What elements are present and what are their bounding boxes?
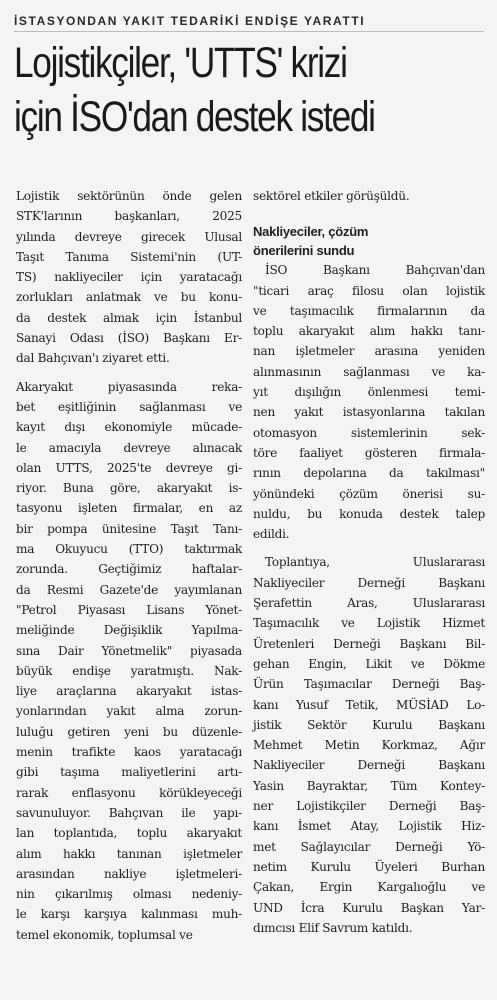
text-line: menin trafikte kaos yaratacağı bbox=[16, 745, 242, 760]
paragraph bbox=[16, 377, 242, 945]
text-line: Mehmet Metin Korkmaz, Ağır bbox=[253, 738, 485, 753]
text-line: Nakliyeciler, çözüm bbox=[253, 224, 369, 240]
text-line: Toplantıya, Uluslararası bbox=[265, 555, 485, 570]
article-headline bbox=[14, 36, 490, 144]
text-line: "ticari araç filosu olan lojistik bbox=[253, 283, 485, 298]
article-kicker: İSTASYONDAN YAKIT TEDARİKİ ENDİŞE YARATTI bbox=[14, 14, 484, 32]
text-line: Taşımacılık ve Lojistik Hizmet bbox=[253, 616, 485, 631]
text-line: Nakliyeciler Derneği Başkanı bbox=[253, 575, 485, 590]
text-line: bet eşitliğinin sağlanması ve bbox=[16, 399, 242, 414]
text-line: zorunda. Geçtiğimiz haftalar- bbox=[16, 562, 242, 577]
text-line: rarak enflasyonu körükleyeceği bbox=[16, 785, 242, 800]
section-subheading bbox=[253, 222, 485, 260]
text-line: yönündeki çözüm önerisi su- bbox=[253, 486, 485, 501]
text-line: rının depolarına da takılması" bbox=[253, 466, 485, 481]
text-line: zorlukları anlatmak ve bu konu- bbox=[16, 290, 242, 305]
text-line: toplu akaryakıt alım hakkı tanı- bbox=[253, 324, 485, 339]
text-line: riyor. Buna göre, akaryakıt is- bbox=[16, 481, 242, 496]
right-column bbox=[253, 186, 485, 938]
text-line: ve taşımacılık firmalarının da bbox=[253, 303, 485, 318]
text-line: meliğinde Değişiklik Yapılma- bbox=[16, 623, 242, 638]
text-line: yılında devreye girecek Ulusal bbox=[16, 229, 242, 244]
text-line: "Petrol Piyasası Lisans Yönet- bbox=[16, 602, 242, 617]
headline-line: Lojistikçiler, 'UTTS' krizi bbox=[14, 39, 347, 87]
headline-line: için İSO'dan destek istedi bbox=[14, 93, 375, 141]
text-line: STK'larının başkanları, 2025 bbox=[16, 209, 242, 224]
text-line: Lojistik sektörünün önde gelen bbox=[16, 189, 242, 203]
text-line: alım hakkı tanınan işletmeler bbox=[16, 846, 242, 861]
text-line: yonlarından yakıt alma zorun- bbox=[16, 704, 242, 719]
text-line: edildi. bbox=[253, 527, 290, 542]
text-line: tasyonu işleten firmalar, en az bbox=[16, 501, 242, 516]
text-line: olan UTTS, 2025'te devreye gi- bbox=[16, 460, 242, 475]
text-line: le karşı karşıya kalınması muh- bbox=[16, 907, 242, 922]
text-line: Nakliyeciler Derneği Başkanı bbox=[253, 758, 485, 773]
text-line: liye araçlarına akaryakıt istas- bbox=[16, 684, 242, 699]
text-line: kanı İsmet Atay, Lojistik Hiz- bbox=[253, 819, 485, 834]
paragraph bbox=[253, 260, 485, 544]
text-line: kanı Yusuf Tetik, MÜSİAD Lo- bbox=[253, 697, 485, 712]
text-line: İSO Başkanı Bahçıvan'dan bbox=[265, 263, 485, 278]
text-line: sektörel etkiler görüşüldü. bbox=[253, 189, 410, 203]
text-line: nin çıkarılmış olması nedeniy- bbox=[16, 887, 242, 902]
text-line: Akaryakıt piyasasında reka- bbox=[16, 379, 242, 394]
text-line: TS) nakliyeciler için yaratacağı bbox=[16, 270, 242, 285]
text-line: dımcısı Elif Savrum katıldı. bbox=[253, 920, 413, 935]
text-line: Çakan, Ergin Kargalıoğlu ve bbox=[253, 880, 485, 895]
text-line: Taşıt Tanıma Sistemi'nin (UT- bbox=[16, 249, 242, 264]
paragraph bbox=[253, 552, 485, 938]
text-line: Sanayi Odası (İSO) Başkanı Er- bbox=[16, 331, 242, 346]
text-line: gehan Engin, Likit ve Dökme bbox=[253, 656, 485, 671]
paragraph bbox=[16, 186, 242, 369]
left-column bbox=[16, 186, 242, 945]
text-line: töre faaliyet gösteren firmala- bbox=[253, 445, 485, 460]
text-line: UND İcra Kurulu Başkan Yar- bbox=[253, 900, 485, 915]
text-line: büyük endişe yaratmıştı. Nak- bbox=[16, 663, 242, 678]
text-line: arasından nakliye işletmeleri- bbox=[16, 866, 242, 881]
text-line: da destek almak için İstanbul bbox=[16, 310, 242, 325]
text-line: nen yakıt istasyonlarına takılan bbox=[253, 405, 485, 420]
text-line: bir pompa ünitesine Taşıt Tanı- bbox=[16, 521, 242, 536]
text-line: jistik Sektör Kurulu Başkanı bbox=[253, 717, 485, 732]
text-line: yıt dışılığın önlenmesi temi- bbox=[253, 385, 485, 400]
text-line: Üretenleri Derneği Başkanı Bil- bbox=[253, 636, 485, 651]
text-line: da Resmi Gazete'de yayımlanan bbox=[16, 582, 242, 597]
text-line: önerilerini sundu bbox=[253, 243, 355, 259]
text-line: savunuluyor. Bahçıvan ile yapı- bbox=[16, 805, 242, 820]
text-line: otomasyon sistemlerinin sek- bbox=[253, 425, 485, 440]
text-line: netim Kurulu Üyeleri Burhan bbox=[253, 859, 485, 874]
text-line: kayıt dışı ekonomiyle mücade- bbox=[16, 420, 242, 435]
text-line: met Sağlayıcılar Derneği Yö- bbox=[253, 839, 485, 854]
text-line: Yasin Bayraktar, Tüm Kontey- bbox=[253, 778, 485, 793]
text-line: ner Lojistikçiler Derneği Baş- bbox=[253, 799, 485, 814]
paragraph bbox=[253, 186, 485, 206]
text-line: luluğu getiren yeni bu düzenle- bbox=[16, 724, 242, 739]
text-line: sına Dair Yönetmelik" piyasada bbox=[16, 643, 242, 658]
text-line: nuldu, bu konuda destek talep bbox=[253, 506, 485, 521]
text-line: lan toplantıda, toplu akaryakıt bbox=[16, 826, 242, 841]
text-line: temel ekonomik, toplumsal ve bbox=[16, 927, 193, 942]
text-line: gibi taşıma maliyetlerini artı- bbox=[16, 765, 242, 780]
text-line: nan işletmeler arasına yeniden bbox=[253, 344, 485, 359]
text-line: ma Okuyucu (TTO) taktırmak bbox=[16, 542, 242, 557]
text-line: Ürün Taşımacılar Derneği Baş- bbox=[253, 677, 485, 692]
text-line: alınmasının sağlanması ve ka- bbox=[253, 364, 485, 379]
text-line: Şerafettin Aras, Uluslararası bbox=[253, 596, 485, 611]
text-line: le amacıyla devreye alınacak bbox=[16, 440, 242, 455]
text-line: dal Bahçıvan'ı ziyaret etti. bbox=[16, 351, 170, 366]
